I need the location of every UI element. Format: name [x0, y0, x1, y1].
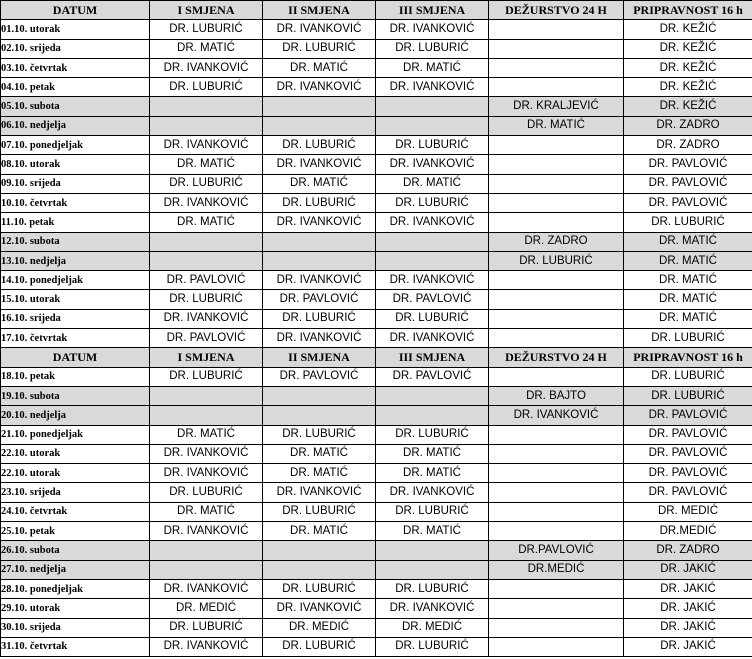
standby-16h-cell: DR. ZADRO [624, 136, 752, 155]
shift-3-cell: DR. LUBURIĆ [376, 425, 489, 444]
table-row [1, 271, 752, 290]
table-row [1, 444, 752, 463]
table-row [1, 116, 752, 135]
shift-3-cell [376, 406, 489, 425]
duty-24h-cell [489, 618, 624, 637]
standby-16h-cell: DR. KEŽIĆ [624, 58, 752, 77]
table-row [1, 232, 752, 251]
standby-16h-cell: DR. PAVLOVIĆ [624, 425, 752, 444]
shift-2-cell: DR. LUBURIĆ [263, 39, 376, 58]
shift-1-cell [150, 386, 263, 405]
shift-2-cell [263, 97, 376, 116]
shift-1-cell: DR. MATIĆ [150, 39, 263, 58]
date-cell: 23.10. srijeda [1, 483, 150, 502]
shift-3-cell: DR. IVANKOVIĆ [376, 78, 489, 97]
table-row [1, 39, 752, 58]
shift-3-cell: DR. MEDIĆ [376, 618, 489, 637]
shift-3-cell: DR. IVANKOVIĆ [376, 329, 489, 348]
column-header: II SMJENA [263, 1, 376, 20]
table-row [1, 522, 752, 541]
standby-16h-cell: DR. JAKIĆ [624, 579, 752, 598]
shift-2-cell: DR. PAVLOVIĆ [263, 367, 376, 386]
standby-16h-cell: DR. LUBURIĆ [624, 367, 752, 386]
shift-3-cell: DR. LUBURIĆ [376, 309, 489, 328]
shift-1-cell [150, 232, 263, 251]
shift-2-cell: DR. LUBURIĆ [263, 193, 376, 212]
shift-1-cell: DR. IVANKOVIĆ [150, 637, 263, 656]
shift-1-cell: DR. LUBURIĆ [150, 483, 263, 502]
shift-2-cell: DR. LUBURIĆ [263, 425, 376, 444]
shift-2-cell [263, 386, 376, 405]
shift-2-cell: DR. LUBURIĆ [263, 579, 376, 598]
shift-2-cell: DR. LUBURIĆ [263, 309, 376, 328]
table-row [1, 406, 752, 425]
date-cell: 01.10. utorak [1, 20, 150, 39]
shift-1-cell: DR. LUBURIĆ [150, 290, 263, 309]
shift-3-cell: DR. PAVLOVIĆ [376, 367, 489, 386]
table-row [1, 560, 752, 579]
shift-3-cell: DR. LUBURIĆ [376, 579, 489, 598]
shift-2-cell: DR. MATIĆ [263, 464, 376, 483]
table-row [1, 483, 752, 502]
standby-16h-cell: DR. MATIĆ [624, 271, 752, 290]
shift-1-cell [150, 97, 263, 116]
shift-2-cell: DR. LUBURIĆ [263, 502, 376, 521]
shift-2-cell [263, 251, 376, 270]
table-row [1, 20, 752, 39]
date-cell: 29.10. utorak [1, 599, 150, 618]
shift-3-cell: DR. LUBURIĆ [376, 637, 489, 656]
date-cell: 19.10. subota [1, 386, 150, 405]
shift-3-cell: DR. MATIĆ [376, 174, 489, 193]
table-row [1, 502, 752, 521]
duty-24h-cell [489, 271, 624, 290]
shift-3-cell: DR. IVANKOVIĆ [376, 271, 489, 290]
date-cell: 28.10. ponedjeljak [1, 579, 150, 598]
standby-16h-cell: DR. PAVLOVIĆ [624, 464, 752, 483]
schedule-body [1, 1, 752, 657]
shift-1-cell: DR. IVANKOVIĆ [150, 193, 263, 212]
date-cell: 06.10. nedjelja [1, 116, 150, 135]
shift-3-cell: DR. IVANKOVIĆ [376, 155, 489, 174]
duty-24h-cell: DR. MATIĆ [489, 116, 624, 135]
shift-3-cell: DR. LUBURIĆ [376, 193, 489, 212]
duty-24h-cell [489, 522, 624, 541]
shift-2-cell: DR. LUBURIĆ [263, 136, 376, 155]
duty-24h-cell [489, 599, 624, 618]
table-header-row [1, 348, 752, 367]
standby-16h-cell: DR. LUBURIĆ [624, 213, 752, 232]
duty-24h-cell [489, 444, 624, 463]
shift-3-cell: DR. IVANKOVIĆ [376, 599, 489, 618]
column-header: DATUM [1, 348, 150, 367]
table-row [1, 425, 752, 444]
shift-3-cell [376, 560, 489, 579]
table-row [1, 618, 752, 637]
duty-24h-cell: DR.PAVLOVIĆ [489, 541, 624, 560]
shift-2-cell: DR. PAVLOVIĆ [263, 290, 376, 309]
shift-3-cell: DR. MATIĆ [376, 522, 489, 541]
column-header: III SMJENA [376, 1, 489, 20]
date-cell: 27.10. nedjelja [1, 560, 150, 579]
duty-24h-cell [489, 637, 624, 656]
shift-1-cell: DR. PAVLOVIĆ [150, 271, 263, 290]
standby-16h-cell: DR. PAVLOVIĆ [624, 444, 752, 463]
table-row [1, 58, 752, 77]
shift-3-cell: DR. PAVLOVIĆ [376, 290, 489, 309]
shift-3-cell [376, 251, 489, 270]
standby-16h-cell: DR. KEŽIĆ [624, 39, 752, 58]
date-cell: 22.10. utorak [1, 464, 150, 483]
shift-1-cell [150, 251, 263, 270]
standby-16h-cell: DR. KEŽIĆ [624, 78, 752, 97]
shift-1-cell: DR. LUBURIĆ [150, 618, 263, 637]
duty-24h-cell [489, 464, 624, 483]
table-row [1, 213, 752, 232]
shift-1-cell: DR. MATIĆ [150, 502, 263, 521]
shift-2-cell: DR. MATIĆ [263, 444, 376, 463]
shift-1-cell: DR. LUBURIĆ [150, 174, 263, 193]
table-row [1, 599, 752, 618]
shift-3-cell: DR. MATIĆ [376, 464, 489, 483]
duty-24h-cell [489, 502, 624, 521]
duty-24h-cell [489, 309, 624, 328]
shift-2-cell: DR. IVANKOVIĆ [263, 20, 376, 39]
shift-1-cell [150, 116, 263, 135]
table-row [1, 174, 752, 193]
duty-24h-cell [489, 174, 624, 193]
table-row [1, 136, 752, 155]
shift-3-cell: DR. IVANKOVIĆ [376, 213, 489, 232]
date-cell: 18.10. petak [1, 367, 150, 386]
shift-1-cell: DR. IVANKOVIĆ [150, 579, 263, 598]
date-cell: 21.10. ponedjeljak [1, 425, 150, 444]
shift-1-cell: DR. IVANKOVIĆ [150, 309, 263, 328]
shift-1-cell: DR. IVANKOVIĆ [150, 136, 263, 155]
shift-3-cell: DR. MATIĆ [376, 444, 489, 463]
date-cell: 16.10. srijeda [1, 309, 150, 328]
date-cell: 15.10. utorak [1, 290, 150, 309]
shift-1-cell: DR. LUBURIĆ [150, 78, 263, 97]
table-row [1, 367, 752, 386]
date-cell: 13.10. nedjelja [1, 251, 150, 270]
shift-2-cell: DR. IVANKOVIĆ [263, 78, 376, 97]
column-header: I SMJENA [150, 1, 263, 20]
standby-16h-cell: DR. JAKIĆ [624, 560, 752, 579]
duty-24h-cell: DR. KRALJEVIĆ [489, 97, 624, 116]
column-header: PRIPRAVNOST 16 h [624, 1, 752, 20]
standby-16h-cell: DR. JAKIĆ [624, 599, 752, 618]
standby-16h-cell: DR. PAVLOVIĆ [624, 483, 752, 502]
duty-24h-cell: DR. IVANKOVIĆ [489, 406, 624, 425]
date-cell: 10.10. četvrtak [1, 193, 150, 212]
column-header: I SMJENA [150, 348, 263, 367]
duty-24h-cell: DR. ZADRO [489, 232, 624, 251]
date-cell: 12.10. subota [1, 232, 150, 251]
column-header: II SMJENA [263, 348, 376, 367]
duty-24h-cell [489, 425, 624, 444]
date-cell: 02.10. srijeda [1, 39, 150, 58]
shift-3-cell [376, 386, 489, 405]
date-cell: 14.10. ponedjeljak [1, 271, 150, 290]
shift-2-cell: DR. IVANKOVIĆ [263, 213, 376, 232]
standby-16h-cell: DR. LUBURIĆ [624, 329, 752, 348]
shift-1-cell: DR. PAVLOVIĆ [150, 329, 263, 348]
table-row [1, 464, 752, 483]
date-cell: 08.10. utorak [1, 155, 150, 174]
shift-1-cell: DR. IVANKOVIĆ [150, 444, 263, 463]
standby-16h-cell: DR. KEŽIĆ [624, 97, 752, 116]
table-row [1, 579, 752, 598]
column-header: PRIPRAVNOST 16 h [624, 348, 752, 367]
shift-2-cell [263, 406, 376, 425]
table-row [1, 251, 752, 270]
date-cell: 04.10. petak [1, 78, 150, 97]
shift-3-cell: DR. MATIĆ [376, 58, 489, 77]
shift-1-cell [150, 560, 263, 579]
shift-2-cell: DR. IVANKOVIĆ [263, 483, 376, 502]
duty-24h-cell [489, 579, 624, 598]
date-cell: 20.10. nedjelja [1, 406, 150, 425]
table-row [1, 155, 752, 174]
date-cell: 26.10. subota [1, 541, 150, 560]
duty-24h-cell [489, 213, 624, 232]
shift-3-cell [376, 232, 489, 251]
duty-24h-cell [489, 290, 624, 309]
shift-1-cell: DR. MEDIĆ [150, 599, 263, 618]
date-cell: 31.10. četvrtak [1, 637, 150, 656]
standby-16h-cell: DR. JAKIĆ [624, 618, 752, 637]
shift-1-cell: DR. IVANKOVIĆ [150, 522, 263, 541]
duty-24h-cell [489, 39, 624, 58]
duty-24h-cell [489, 483, 624, 502]
shift-2-cell: DR. IVANKOVIĆ [263, 599, 376, 618]
standby-16h-cell: DR. MATIĆ [624, 309, 752, 328]
duty-24h-cell: DR. LUBURIĆ [489, 251, 624, 270]
shift-1-cell: DR. MATIĆ [150, 155, 263, 174]
shift-2-cell: DR. LUBURIĆ [263, 637, 376, 656]
standby-16h-cell: DR. PAVLOVIĆ [624, 406, 752, 425]
shift-2-cell: DR. MATIĆ [263, 174, 376, 193]
table-row [1, 386, 752, 405]
table-row [1, 193, 752, 212]
date-cell: 09.10. srijeda [1, 174, 150, 193]
shift-2-cell: DR. MATIĆ [263, 522, 376, 541]
table-row [1, 309, 752, 328]
shift-2-cell [263, 541, 376, 560]
column-header: DEŽURSTVO 24 H [489, 348, 624, 367]
standby-16h-cell: DR. PAVLOVIĆ [624, 155, 752, 174]
duty-24h-cell [489, 20, 624, 39]
standby-16h-cell: DR. PAVLOVIĆ [624, 193, 752, 212]
date-cell: 30.10. srijeda [1, 618, 150, 637]
column-header: III SMJENA [376, 348, 489, 367]
standby-16h-cell: DR. MATIĆ [624, 232, 752, 251]
shift-3-cell: DR. LUBURIĆ [376, 502, 489, 521]
standby-16h-cell: DR.MEDIĆ [624, 522, 752, 541]
shift-2-cell: DR. IVANKOVIĆ [263, 329, 376, 348]
shift-1-cell: DR. LUBURIĆ [150, 367, 263, 386]
shift-3-cell: DR. IVANKOVIĆ [376, 483, 489, 502]
table-row [1, 97, 752, 116]
standby-16h-cell: DR. PAVLOVIĆ [624, 174, 752, 193]
shift-2-cell [263, 560, 376, 579]
table-row [1, 78, 752, 97]
shift-3-cell: DR. LUBURIĆ [376, 39, 489, 58]
standby-16h-cell: DR. MATIĆ [624, 251, 752, 270]
shift-1-cell [150, 541, 263, 560]
shift-3-cell: DR. IVANKOVIĆ [376, 20, 489, 39]
date-cell: 03.10. četvrtak [1, 58, 150, 77]
duty-24h-cell [489, 193, 624, 212]
standby-16h-cell: DR. ZADRO [624, 116, 752, 135]
column-header: DEŽURSTVO 24 H [489, 1, 624, 20]
shift-1-cell: DR. MATIĆ [150, 425, 263, 444]
duty-24h-cell [489, 78, 624, 97]
date-cell: 17.10. četvrtak [1, 329, 150, 348]
shift-1-cell: DR. MATIĆ [150, 213, 263, 232]
shift-3-cell [376, 541, 489, 560]
table-row [1, 329, 752, 348]
table-row [1, 290, 752, 309]
shift-2-cell: DR. MEDIĆ [263, 618, 376, 637]
standby-16h-cell: DR. MATIĆ [624, 290, 752, 309]
duty-24h-cell: DR.MEDIĆ [489, 560, 624, 579]
date-cell: 07.10. ponedjeljak [1, 136, 150, 155]
table-header-row [1, 1, 752, 20]
date-cell: 25.10. petak [1, 522, 150, 541]
shift-2-cell [263, 232, 376, 251]
shift-3-cell [376, 116, 489, 135]
standby-16h-cell: DR. ZADRO [624, 541, 752, 560]
shift-3-cell [376, 97, 489, 116]
shift-1-cell: DR. LUBURIĆ [150, 20, 263, 39]
date-cell: 05.10. subota [1, 97, 150, 116]
date-cell: 22.10. utorak [1, 444, 150, 463]
duty-24h-cell [489, 329, 624, 348]
duty-24h-cell [489, 136, 624, 155]
standby-16h-cell: DR. MEDIĆ [624, 502, 752, 521]
shift-2-cell [263, 116, 376, 135]
shift-2-cell: DR. IVANKOVIĆ [263, 271, 376, 290]
duty-24h-cell [489, 58, 624, 77]
table-row [1, 637, 752, 656]
shift-2-cell: DR. IVANKOVIĆ [263, 155, 376, 174]
standby-16h-cell: DR. KEŽIĆ [624, 20, 752, 39]
shift-1-cell: DR. IVANKOVIĆ [150, 58, 263, 77]
standby-16h-cell: DR. JAKIĆ [624, 637, 752, 656]
date-cell: 24.10. četvrtak [1, 502, 150, 521]
duty-24h-cell [489, 155, 624, 174]
shift-1-cell: DR. IVANKOVIĆ [150, 464, 263, 483]
date-cell: 11.10. petak [1, 213, 150, 232]
standby-16h-cell: DR. LUBURIĆ [624, 386, 752, 405]
table-row [1, 541, 752, 560]
shift-2-cell: DR. MATIĆ [263, 58, 376, 77]
shift-3-cell: DR. LUBURIĆ [376, 136, 489, 155]
duty-24h-cell: DR. BAJTO [489, 386, 624, 405]
duty-24h-cell [489, 367, 624, 386]
shift-1-cell [150, 406, 263, 425]
column-header: DATUM [1, 1, 150, 20]
